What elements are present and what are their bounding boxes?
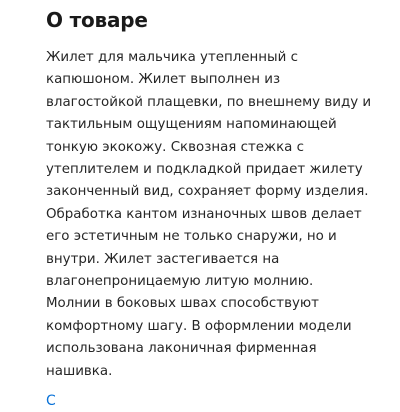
description-line: влагостойкой плащевки, по внешнему виду и xyxy=(46,94,372,110)
description-line: капюшоном. Жилет выполнен из xyxy=(46,72,281,88)
description-line: тактильным ощущениям напоминающей xyxy=(46,117,337,133)
description-line: Обработка кантом изнаночных швов делает xyxy=(46,206,362,222)
description-line: влагонепроницаемую литую молнию. xyxy=(46,274,314,290)
description-line: его эстетичным не только снаружи, но и xyxy=(46,229,337,245)
description-line: нашивка. xyxy=(46,363,113,379)
description-line: утеплителем и подкладкой придает жилету xyxy=(46,162,363,178)
description-line: использована лаконичная фирменная xyxy=(46,341,317,357)
description-line: законченный вид, сохраняет форму изделия. xyxy=(46,184,369,200)
more-link[interactable] xyxy=(46,390,60,409)
description-line: внутри. Жилет застегивается на xyxy=(46,251,280,267)
product-description xyxy=(46,47,398,383)
description-line: тонкую экокожу. Сквозная стежка с xyxy=(46,139,304,155)
description-line: комфортному шагу. В оформлении модели xyxy=(46,318,352,334)
description-line: Жилет для мальчика утепленный с xyxy=(46,50,298,65)
section-title: О товаре xyxy=(46,8,148,32)
more-link-label: С xyxy=(46,393,56,409)
description-line: Молнии в боковых швах способствуют xyxy=(46,296,319,312)
